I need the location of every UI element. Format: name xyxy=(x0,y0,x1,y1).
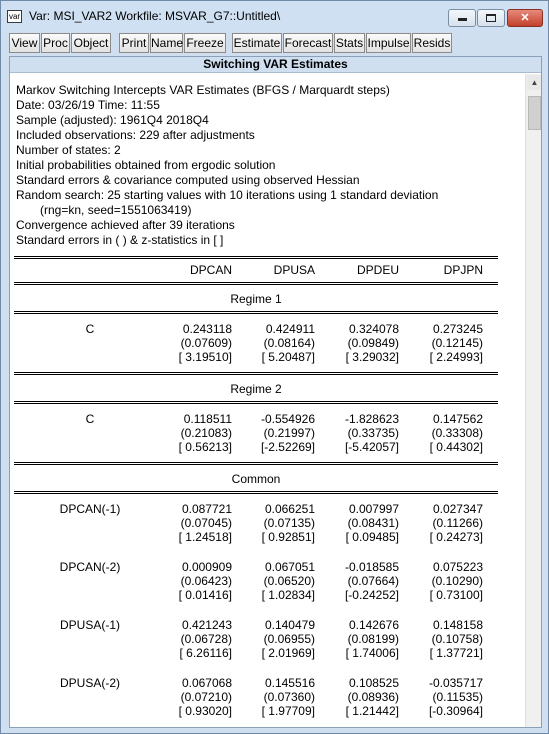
table-cell: 0.067051 xyxy=(264,560,315,574)
maximize-icon xyxy=(486,14,496,22)
scroll-thumb[interactable] xyxy=(528,96,541,130)
table-cell: [ 0.01416] xyxy=(178,588,232,602)
table-cell: 0.067068 xyxy=(181,676,232,690)
table-cell: [ 0.44302] xyxy=(429,440,483,454)
table-cell: [ 0.92851] xyxy=(261,530,315,544)
table-cell: 0.066251 xyxy=(264,502,315,516)
info-line: Standard errors in ( ) & z-statistics in [ ] xyxy=(16,233,224,247)
toolbar-resids-button[interactable]: Resids xyxy=(412,33,452,53)
table-cell: 0.148158 xyxy=(432,618,483,632)
row-label: DPCAN(-2) xyxy=(59,560,121,574)
row-label: DPCAN(-1) xyxy=(59,502,121,516)
table-cell: [ 1.24518] xyxy=(178,530,232,544)
table-cell: [ 1.97709] xyxy=(261,704,315,718)
table-cell: (0.08431) xyxy=(347,516,399,530)
table-cell: -0.035717 xyxy=(428,676,483,690)
table-cell: [ 0.73100] xyxy=(429,588,483,602)
se-row xyxy=(10,690,515,705)
table-cell: [ 0.93020] xyxy=(178,704,232,718)
table-cell: (0.08936) xyxy=(347,690,399,704)
table-cell: 0.108525 xyxy=(348,676,399,690)
z-row xyxy=(10,350,515,365)
minimize-icon xyxy=(458,18,467,21)
table-cell: (0.09849) xyxy=(347,336,399,350)
section-title: Regime 2 xyxy=(230,382,282,396)
section-title: Regime 1 xyxy=(230,292,282,306)
z-row xyxy=(10,440,515,455)
close-button[interactable] xyxy=(507,9,543,27)
table-rule xyxy=(14,462,498,465)
title-bar[interactable] xyxy=(1,1,548,31)
table-cell: [ 1.21442] xyxy=(345,704,399,718)
table-cell: (0.07135) xyxy=(263,516,315,530)
toolbar-name-button[interactable]: Name xyxy=(150,33,183,53)
table-cell: 0.142676 xyxy=(348,618,399,632)
table-rule xyxy=(14,372,498,375)
table-cell: 0.421243 xyxy=(181,618,232,632)
maximize-button[interactable] xyxy=(477,9,505,27)
table-cell: -0.554926 xyxy=(260,412,315,426)
table-cell: [ 1.02834] xyxy=(261,588,315,602)
info-line: Included observations: 229 after adjustments xyxy=(16,128,255,142)
table-cell: 0.424911 xyxy=(265,322,315,336)
table-cell: 0.087721 xyxy=(181,502,232,516)
section-title: Common xyxy=(231,472,281,486)
table-cell: 0.145516 xyxy=(264,676,315,690)
table-rule xyxy=(14,282,498,285)
table-cell: 0.147562 xyxy=(432,412,483,426)
table-cell: -0.018585 xyxy=(344,560,399,574)
table-cell: DPUSA xyxy=(273,263,315,277)
table-cell: 0.007997 xyxy=(348,502,399,516)
table-cell: 0.324078 xyxy=(348,322,399,336)
table-cell: (0.21083) xyxy=(180,426,232,440)
info-line: Date: 03/26/19 Time: 11:55 xyxy=(16,98,160,112)
minimize-button[interactable] xyxy=(448,9,476,27)
info-line: Standard errors & covariance computed using observed Hessian xyxy=(16,173,360,187)
coef-row xyxy=(10,502,515,517)
table-cell: (0.06955) xyxy=(263,632,315,646)
info-line: Markov Switching Intercepts VAR Estimates (BFGS / Marquardt steps) xyxy=(16,83,390,97)
toolbar-stats-button[interactable]: Stats xyxy=(334,33,365,53)
table-cell: [ 5.20487] xyxy=(261,350,315,364)
z-row xyxy=(10,588,515,603)
table-cell: (0.06520) xyxy=(263,574,315,588)
output-view xyxy=(9,56,542,728)
table-cell: [-0.30964] xyxy=(428,704,483,718)
table-cell: (0.07609) xyxy=(180,336,232,350)
table-cell: (0.21997) xyxy=(263,426,315,440)
info-line: (rng=kn, seed=1551063419) xyxy=(40,203,192,217)
table-rule xyxy=(14,311,498,314)
info-line: Number of states: 2 xyxy=(16,143,121,157)
table-cell: 0.140479 xyxy=(264,618,315,632)
coef-row xyxy=(10,412,515,427)
object-toolbar xyxy=(9,33,543,54)
close-icon: ✕ xyxy=(520,12,530,24)
estimation-info xyxy=(16,83,521,248)
table-rule xyxy=(14,256,498,259)
row-label: C xyxy=(85,412,95,426)
info-line: Random search: 25 starting values with 10 iterations using 1 standard deviation xyxy=(16,188,439,202)
table-cell: [ 2.01969] xyxy=(261,646,315,660)
se-row xyxy=(10,426,515,441)
table-cell: (0.07210) xyxy=(180,690,232,704)
window-title: Var: MSI_VAR2 Workfile: MSVAR_G7::Untitled\ xyxy=(29,9,281,23)
table-cell: 0.000909 xyxy=(181,560,232,574)
table-cell: (0.07664) xyxy=(347,574,399,588)
table-cell: (0.33308) xyxy=(431,426,483,440)
info-line: Initial probabilities obtained from ergodic solution xyxy=(16,158,276,172)
toolbar-freeze-button[interactable]: Freeze xyxy=(184,33,226,53)
toolbar-print-button[interactable]: Print xyxy=(119,33,149,53)
row-label: DPUSA(-1) xyxy=(59,618,120,632)
info-line: Convergence achieved after 39 iterations xyxy=(16,218,235,232)
table-rule xyxy=(14,401,498,404)
table-cell: 0.118511 xyxy=(183,412,232,426)
se-row xyxy=(10,574,515,589)
toolbar-forecast-button[interactable]: Forecast xyxy=(283,33,333,53)
table-cell: [-0.24252] xyxy=(344,588,399,602)
table-cell: (0.11535) xyxy=(432,690,483,704)
toolbar-proc-button[interactable]: Proc xyxy=(41,33,70,53)
se-row xyxy=(10,516,515,531)
toolbar-estimate-button[interactable]: Estimate xyxy=(232,33,282,53)
table-cell: DPDEU xyxy=(356,263,399,277)
table-cell: (0.33735) xyxy=(347,426,399,440)
column-header-row xyxy=(10,263,515,278)
table-cell: [ 3.19510] xyxy=(178,350,232,364)
table-cell: DPCAN xyxy=(189,263,232,277)
coef-row xyxy=(10,618,515,633)
toolbar-view-button[interactable]: View xyxy=(9,33,40,53)
table-cell: (0.11266) xyxy=(432,516,483,530)
coef-row xyxy=(10,322,515,337)
se-row xyxy=(10,632,515,647)
table-cell: [ 0.24273] xyxy=(429,530,483,544)
var-object-icon: var xyxy=(8,12,21,21)
table-rule xyxy=(14,491,498,494)
table-cell: DPJPN xyxy=(443,263,483,277)
z-row xyxy=(10,646,515,661)
table-cell: [ 1.74006] xyxy=(345,646,399,660)
table-cell: [ 6.26116] xyxy=(179,646,232,660)
table-cell: 0.243118 xyxy=(182,322,232,336)
table-cell: (0.07360) xyxy=(263,690,315,704)
table-cell: (0.08164) xyxy=(263,336,315,350)
table-cell: 0.075223 xyxy=(432,560,483,574)
table-cell: 0.273245 xyxy=(432,322,483,336)
table-cell: (0.10290) xyxy=(431,574,483,588)
table-cell: [-2.52269] xyxy=(260,440,315,454)
table-cell: (0.10758) xyxy=(431,632,483,646)
table-cell: [ 0.56213] xyxy=(178,440,232,454)
z-row xyxy=(10,704,515,719)
coef-row xyxy=(10,560,515,575)
table-cell: [-5.42057] xyxy=(344,440,399,454)
row-label: DPUSA(-2) xyxy=(59,676,120,690)
table-cell: [ 0.09485] xyxy=(345,530,399,544)
vertical-scrollbar[interactable] xyxy=(525,74,542,728)
table-cell: (0.08199) xyxy=(347,632,399,646)
se-row xyxy=(10,336,515,351)
table-cell: (0.06728) xyxy=(180,632,232,646)
table-cell: [ 3.29032] xyxy=(345,350,399,364)
coef-row xyxy=(10,676,515,691)
table-cell: [ 1.37721] xyxy=(429,646,483,660)
table-cell: (0.07045) xyxy=(180,516,232,530)
table-cell: 0.027347 xyxy=(432,502,483,516)
table-cell: (0.06423) xyxy=(180,574,232,588)
row-label: C xyxy=(85,322,95,336)
table-cell: [ 2.24993] xyxy=(429,350,483,364)
table-cell: -1.828623 xyxy=(344,412,399,426)
toolbar-object-button[interactable]: Object xyxy=(71,33,111,53)
output-header: Switching VAR Estimates xyxy=(10,57,541,73)
scroll-up-icon[interactable]: ▲ xyxy=(527,75,542,90)
info-line: Sample (adjusted): 1961Q4 2018Q4 xyxy=(16,113,209,127)
z-row xyxy=(10,530,515,545)
table-cell: (0.12145) xyxy=(431,336,483,350)
toolbar-impulse-button[interactable]: Impulse xyxy=(366,33,411,53)
